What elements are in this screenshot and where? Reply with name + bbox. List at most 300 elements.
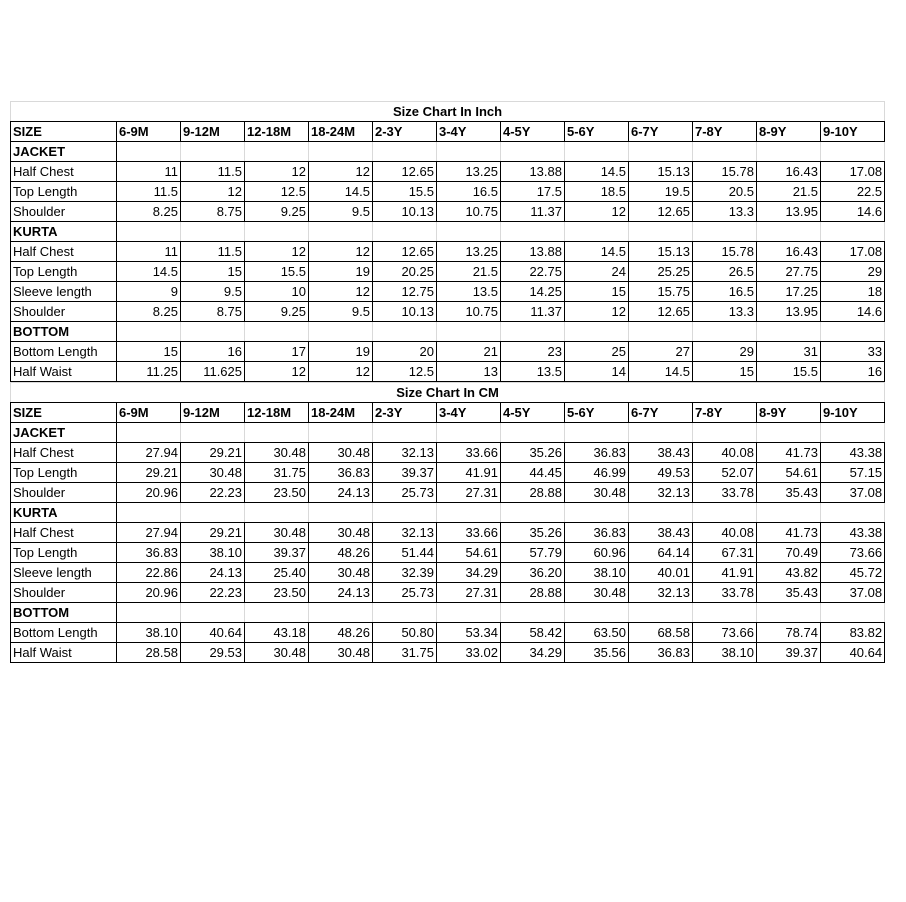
empty-cell <box>181 603 245 623</box>
section-title: KURTA <box>11 503 117 523</box>
measurement-value: 36.83 <box>629 643 693 663</box>
measurement-value: 17.25 <box>757 282 821 302</box>
measurement-row <box>11 583 885 603</box>
empty-cell <box>693 142 757 162</box>
measurement-row <box>11 563 885 583</box>
section-title: JACKET <box>11 423 117 443</box>
empty-cell <box>309 603 373 623</box>
measurement-value: 31.75 <box>373 643 437 663</box>
measurement-value: 13.3 <box>693 302 757 322</box>
measurement-value: 27.31 <box>437 583 501 603</box>
measurement-value: 67.31 <box>693 543 757 563</box>
measurement-value: 32.13 <box>373 523 437 543</box>
size-column-header: 18-24M <box>309 122 373 142</box>
size-column-header: 3-4Y <box>437 122 501 142</box>
measurement-value: 52.07 <box>693 463 757 483</box>
measurement-value: 40.08 <box>693 443 757 463</box>
measurement-value: 15.75 <box>629 282 693 302</box>
measurement-value: 54.61 <box>437 543 501 563</box>
measurement-value: 32.13 <box>373 443 437 463</box>
measurement-value: 9.25 <box>245 202 309 222</box>
measurement-value: 11.37 <box>501 202 565 222</box>
measurement-value: 38.10 <box>565 563 629 583</box>
measurement-value: 30.48 <box>245 523 309 543</box>
measurement-value: 46.99 <box>565 463 629 483</box>
measurement-value: 21.5 <box>757 182 821 202</box>
empty-cell <box>693 222 757 242</box>
measurement-row <box>11 182 885 202</box>
measurement-value: 15.78 <box>693 162 757 182</box>
measurement-label: Half Chest <box>11 443 117 463</box>
measurement-value: 11.5 <box>181 242 245 262</box>
measurement-value: 35.43 <box>757 583 821 603</box>
size-column-header: 9-10Y <box>821 403 885 423</box>
measurement-value: 20.5 <box>693 182 757 202</box>
measurement-value: 30.48 <box>309 563 373 583</box>
measurement-value: 22.5 <box>821 182 885 202</box>
measurement-value: 21 <box>437 342 501 362</box>
measurement-label: Shoulder <box>11 302 117 322</box>
measurement-value: 29.53 <box>181 643 245 663</box>
empty-cell <box>821 322 885 342</box>
measurement-value: 27.31 <box>437 483 501 503</box>
measurement-value: 34.29 <box>437 563 501 583</box>
measurement-value: 49.53 <box>629 463 693 483</box>
measurement-label: Half Waist <box>11 643 117 663</box>
section-row <box>11 222 885 242</box>
empty-cell <box>501 322 565 342</box>
measurement-value: 30.48 <box>565 583 629 603</box>
empty-cell <box>373 142 437 162</box>
measurement-value: 15 <box>693 362 757 382</box>
measurement-label: Sleeve length <box>11 282 117 302</box>
measurement-row <box>11 342 885 362</box>
measurement-value: 30.48 <box>245 643 309 663</box>
measurement-value: 29 <box>821 262 885 282</box>
measurement-value: 29.21 <box>181 523 245 543</box>
size-column-header: 4-5Y <box>501 403 565 423</box>
measurement-value: 41.73 <box>757 523 821 543</box>
measurement-value: 13.25 <box>437 242 501 262</box>
section-title: BOTTOM <box>11 322 117 342</box>
measurement-value: 43.38 <box>821 443 885 463</box>
size-chart-cm-table <box>10 382 885 663</box>
size-header-cell: SIZE <box>11 403 117 423</box>
measurement-value: 70.49 <box>757 543 821 563</box>
measurement-value: 18.5 <box>565 182 629 202</box>
measurement-value: 73.66 <box>821 543 885 563</box>
measurement-value: 23.50 <box>245 483 309 503</box>
measurement-row <box>11 242 885 262</box>
measurement-value: 26.5 <box>693 262 757 282</box>
measurement-value: 9.5 <box>181 282 245 302</box>
measurement-value: 8.75 <box>181 302 245 322</box>
empty-cell <box>245 503 309 523</box>
measurement-value: 9.5 <box>309 202 373 222</box>
size-column-header: 7-8Y <box>693 122 757 142</box>
measurement-value: 13.3 <box>693 202 757 222</box>
measurement-row <box>11 262 885 282</box>
measurement-value: 14.25 <box>501 282 565 302</box>
empty-cell <box>373 603 437 623</box>
empty-cell <box>245 222 309 242</box>
empty-cell <box>757 142 821 162</box>
empty-cell <box>245 423 309 443</box>
measurement-value: 12.65 <box>373 162 437 182</box>
measurement-value: 35.26 <box>501 443 565 463</box>
measurement-value: 11 <box>117 242 181 262</box>
size-column-header: 12-18M <box>245 122 309 142</box>
empty-cell <box>757 222 821 242</box>
measurement-value: 15 <box>117 342 181 362</box>
measurement-value: 27 <box>629 342 693 362</box>
size-column-header: 8-9Y <box>757 403 821 423</box>
empty-cell <box>501 503 565 523</box>
size-column-header: 5-6Y <box>565 403 629 423</box>
measurement-value: 33.66 <box>437 523 501 543</box>
measurement-value: 57.79 <box>501 543 565 563</box>
measurement-value: 12 <box>309 362 373 382</box>
empty-cell <box>565 603 629 623</box>
empty-cell <box>117 142 181 162</box>
size-column-header: 6-9M <box>117 122 181 142</box>
measurement-value: 54.61 <box>757 463 821 483</box>
measurement-value: 14.6 <box>821 302 885 322</box>
measurement-value: 38.43 <box>629 443 693 463</box>
measurement-value: 25.25 <box>629 262 693 282</box>
measurement-label: Top Length <box>11 262 117 282</box>
measurement-value: 13 <box>437 362 501 382</box>
measurement-value: 50.80 <box>373 623 437 643</box>
measurement-value: 11.37 <box>501 302 565 322</box>
measurement-value: 33.66 <box>437 443 501 463</box>
section-row <box>11 423 885 443</box>
measurement-value: 14.5 <box>565 162 629 182</box>
empty-cell <box>117 423 181 443</box>
measurement-value: 12 <box>245 242 309 262</box>
size-column-header: 6-7Y <box>629 122 693 142</box>
measurement-value: 8.25 <box>117 202 181 222</box>
empty-cell <box>373 222 437 242</box>
empty-cell <box>693 603 757 623</box>
measurement-value: 33 <box>821 342 885 362</box>
section-row <box>11 322 885 342</box>
measurement-value: 13.88 <box>501 162 565 182</box>
measurement-value: 53.34 <box>437 623 501 643</box>
measurement-value: 20.96 <box>117 483 181 503</box>
measurement-value: 24.13 <box>309 483 373 503</box>
measurement-value: 31 <box>757 342 821 362</box>
measurement-value: 24.13 <box>181 563 245 583</box>
measurement-label: Shoulder <box>11 483 117 503</box>
measurement-value: 25.73 <box>373 483 437 503</box>
measurement-value: 30.48 <box>309 523 373 543</box>
measurement-value: 38.43 <box>629 523 693 543</box>
empty-cell <box>629 322 693 342</box>
measurement-value: 83.82 <box>821 623 885 643</box>
measurement-label: Top Length <box>11 182 117 202</box>
measurement-value: 10.13 <box>373 202 437 222</box>
chart-title: Size Chart In CM <box>11 383 885 403</box>
measurement-label: Half Chest <box>11 162 117 182</box>
measurement-value: 36.20 <box>501 563 565 583</box>
measurement-value: 45.72 <box>821 563 885 583</box>
empty-cell <box>565 423 629 443</box>
measurement-value: 39.37 <box>373 463 437 483</box>
measurement-value: 32.13 <box>629 583 693 603</box>
empty-cell <box>437 603 501 623</box>
measurement-value: 25 <box>565 342 629 362</box>
measurement-value: 12 <box>565 202 629 222</box>
measurement-value: 34.29 <box>501 643 565 663</box>
measurement-value: 13.5 <box>501 362 565 382</box>
measurement-value: 12.65 <box>629 202 693 222</box>
measurement-value: 29.21 <box>181 443 245 463</box>
empty-cell <box>821 603 885 623</box>
measurement-value: 39.37 <box>757 643 821 663</box>
measurement-row <box>11 543 885 563</box>
measurement-value: 63.50 <box>565 623 629 643</box>
measurement-value: 15.78 <box>693 242 757 262</box>
chart-title: Size Chart In Inch <box>11 102 885 122</box>
empty-cell <box>373 503 437 523</box>
measurement-row <box>11 162 885 182</box>
measurement-value: 12 <box>565 302 629 322</box>
empty-cell <box>565 142 629 162</box>
measurement-value: 10.13 <box>373 302 437 322</box>
measurement-value: 17.5 <box>501 182 565 202</box>
empty-cell <box>437 322 501 342</box>
measurement-label: Shoulder <box>11 583 117 603</box>
size-column-header: 7-8Y <box>693 403 757 423</box>
measurement-value: 15.5 <box>757 362 821 382</box>
measurement-value: 30.48 <box>309 443 373 463</box>
measurement-label: Bottom Length <box>11 623 117 643</box>
measurement-value: 10 <box>245 282 309 302</box>
measurement-row <box>11 282 885 302</box>
measurement-value: 15.13 <box>629 242 693 262</box>
measurement-value: 16.43 <box>757 162 821 182</box>
measurement-value: 17.08 <box>821 162 885 182</box>
measurement-value: 51.44 <box>373 543 437 563</box>
empty-cell <box>757 423 821 443</box>
measurement-value: 36.83 <box>117 543 181 563</box>
measurement-value: 28.58 <box>117 643 181 663</box>
measurement-value: 35.26 <box>501 523 565 543</box>
empty-cell <box>181 322 245 342</box>
measurement-value: 22.75 <box>501 262 565 282</box>
empty-cell <box>181 503 245 523</box>
empty-cell <box>309 503 373 523</box>
measurement-value: 41.91 <box>437 463 501 483</box>
measurement-value: 35.56 <box>565 643 629 663</box>
measurement-value: 27.94 <box>117 443 181 463</box>
measurement-value: 14.5 <box>629 362 693 382</box>
measurement-row <box>11 463 885 483</box>
measurement-value: 12 <box>309 162 373 182</box>
empty-cell <box>437 222 501 242</box>
measurement-value: 11.5 <box>181 162 245 182</box>
measurement-value: 20.96 <box>117 583 181 603</box>
measurement-value: 11.625 <box>181 362 245 382</box>
measurement-row <box>11 362 885 382</box>
measurement-row <box>11 483 885 503</box>
empty-cell <box>565 503 629 523</box>
empty-cell <box>693 423 757 443</box>
measurement-value: 14.5 <box>565 242 629 262</box>
size-column-header: 8-9Y <box>757 122 821 142</box>
empty-cell <box>565 222 629 242</box>
cm-header-row <box>11 403 885 423</box>
measurement-value: 14 <box>565 362 629 382</box>
measurement-value: 11.25 <box>117 362 181 382</box>
measurement-value: 22.23 <box>181 583 245 603</box>
measurement-value: 11.5 <box>117 182 181 202</box>
section-title: BOTTOM <box>11 603 117 623</box>
measurement-value: 16.5 <box>693 282 757 302</box>
measurement-value: 73.66 <box>693 623 757 643</box>
measurement-value: 12 <box>309 282 373 302</box>
measurement-value: 37.08 <box>821 583 885 603</box>
measurement-value: 41.73 <box>757 443 821 463</box>
measurement-value: 22.86 <box>117 563 181 583</box>
empty-cell <box>501 423 565 443</box>
size-chart-inch-table <box>10 101 885 382</box>
measurement-value: 16 <box>821 362 885 382</box>
measurement-row <box>11 443 885 463</box>
measurement-value: 40.64 <box>181 623 245 643</box>
empty-cell <box>117 503 181 523</box>
empty-cell <box>117 603 181 623</box>
cm-title-row <box>11 383 885 403</box>
measurement-value: 16.43 <box>757 242 821 262</box>
empty-cell <box>693 322 757 342</box>
size-column-header: 6-7Y <box>629 403 693 423</box>
empty-cell <box>373 423 437 443</box>
measurement-value: 30.48 <box>181 463 245 483</box>
empty-cell <box>821 423 885 443</box>
section-title: JACKET <box>11 142 117 162</box>
empty-cell <box>181 222 245 242</box>
measurement-value: 12.65 <box>629 302 693 322</box>
measurement-value: 38.10 <box>693 643 757 663</box>
measurement-value: 37.08 <box>821 483 885 503</box>
measurement-value: 33.02 <box>437 643 501 663</box>
size-header-cell: SIZE <box>11 122 117 142</box>
section-title: KURTA <box>11 222 117 242</box>
measurement-value: 23 <box>501 342 565 362</box>
empty-cell <box>629 222 693 242</box>
measurement-value: 9.5 <box>309 302 373 322</box>
size-column-header: 3-4Y <box>437 403 501 423</box>
empty-cell <box>309 222 373 242</box>
measurement-value: 41.91 <box>693 563 757 583</box>
empty-cell <box>629 503 693 523</box>
empty-cell <box>245 603 309 623</box>
measurement-value: 12.65 <box>373 242 437 262</box>
measurement-row <box>11 202 885 222</box>
section-row <box>11 142 885 162</box>
measurement-row <box>11 643 885 663</box>
empty-cell <box>245 322 309 342</box>
measurement-value: 57.15 <box>821 463 885 483</box>
measurement-value: 11 <box>117 162 181 182</box>
measurement-value: 43.38 <box>821 523 885 543</box>
empty-cell <box>181 423 245 443</box>
measurement-value: 35.43 <box>757 483 821 503</box>
empty-cell <box>245 142 309 162</box>
measurement-value: 68.58 <box>629 623 693 643</box>
measurement-value: 13.5 <box>437 282 501 302</box>
measurement-value: 48.26 <box>309 543 373 563</box>
measurement-value: 15.5 <box>373 182 437 202</box>
measurement-value: 12.75 <box>373 282 437 302</box>
measurement-value: 24 <box>565 262 629 282</box>
measurement-value: 38.10 <box>181 543 245 563</box>
measurement-value: 38.10 <box>117 623 181 643</box>
measurement-value: 31.75 <box>245 463 309 483</box>
empty-cell <box>117 322 181 342</box>
size-column-header: 9-12M <box>181 122 245 142</box>
measurement-value: 44.45 <box>501 463 565 483</box>
measurement-value: 9.25 <box>245 302 309 322</box>
measurement-value: 21.5 <box>437 262 501 282</box>
empty-cell <box>629 603 693 623</box>
measurement-row <box>11 302 885 322</box>
size-column-header: 18-24M <box>309 403 373 423</box>
measurement-label: Half Chest <box>11 242 117 262</box>
empty-cell <box>501 142 565 162</box>
inch-title-row <box>11 102 885 122</box>
measurement-value: 14.6 <box>821 202 885 222</box>
measurement-value: 36.83 <box>309 463 373 483</box>
measurement-label: Half Chest <box>11 523 117 543</box>
size-column-header: 6-9M <box>117 403 181 423</box>
measurement-value: 27.94 <box>117 523 181 543</box>
measurement-value: 43.18 <box>245 623 309 643</box>
empty-cell <box>309 322 373 342</box>
size-column-header: 9-12M <box>181 403 245 423</box>
measurement-value: 40.64 <box>821 643 885 663</box>
measurement-label: Top Length <box>11 543 117 563</box>
measurement-value: 25.73 <box>373 583 437 603</box>
measurement-value: 60.96 <box>565 543 629 563</box>
measurement-value: 78.74 <box>757 623 821 643</box>
measurement-value: 12.5 <box>245 182 309 202</box>
empty-cell <box>501 603 565 623</box>
measurement-value: 27.75 <box>757 262 821 282</box>
measurement-value: 8.25 <box>117 302 181 322</box>
measurement-label: Half Waist <box>11 362 117 382</box>
measurement-value: 32.39 <box>373 563 437 583</box>
measurement-value: 12 <box>309 242 373 262</box>
empty-cell <box>821 222 885 242</box>
measurement-value: 40.01 <box>629 563 693 583</box>
measurement-value: 10.75 <box>437 202 501 222</box>
measurement-value: 30.48 <box>245 443 309 463</box>
measurement-value: 12 <box>181 182 245 202</box>
measurement-value: 10.75 <box>437 302 501 322</box>
measurement-value: 15 <box>565 282 629 302</box>
measurement-label: Bottom Length <box>11 342 117 362</box>
measurement-value: 15 <box>181 262 245 282</box>
size-chart-sheet <box>10 101 884 663</box>
measurement-value: 36.83 <box>565 523 629 543</box>
empty-cell <box>309 142 373 162</box>
measurement-value: 28.88 <box>501 583 565 603</box>
empty-cell <box>565 322 629 342</box>
size-column-header: 5-6Y <box>565 122 629 142</box>
